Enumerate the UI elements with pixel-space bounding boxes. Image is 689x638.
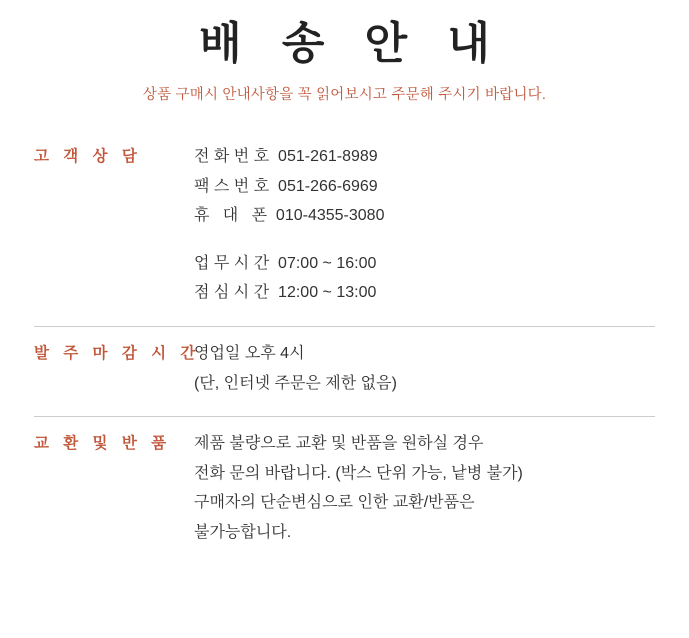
business-hours-line: 업 무 시 간 07:00 ~ 16:00	[194, 254, 377, 272]
return-line-4: 불가능합니다.	[194, 523, 292, 541]
section-customer-support	[0, 142, 689, 308]
page-title: 배 송 안 내	[199, 19, 504, 68]
page-subtitle: 상품 구매시 안내사항을 꼭 읽어보시고 주문해 주시기 바랍니다.	[142, 87, 547, 103]
section-content-order-cutoff	[194, 339, 655, 398]
order-cutoff-time-line: 영업일 오후 4시	[194, 344, 305, 362]
section-content-customer-support	[194, 142, 655, 308]
contact-phone-line: 전 화 번 호 051-261-8989	[194, 148, 378, 165]
section-label-order-cutoff: 발 주 마 감 시 간	[34, 344, 201, 362]
section-content-exchange-return	[194, 429, 655, 547]
section-order-cutoff	[0, 339, 689, 398]
divider-1	[34, 326, 655, 327]
contact-mobile-line: 휴 대 폰 010-4355-3080	[194, 207, 385, 225]
order-cutoff-note-line: (단, 인터넷 주문은 제한 없음)	[194, 374, 397, 392]
contact-fax-line: 팩 스 번 호 051-266-6969	[194, 177, 378, 195]
return-line-1: 제품 불량으로 교환 및 반품을 원하실 경우	[194, 435, 484, 453]
divider-2	[34, 416, 655, 417]
lunch-hours-line: 점 심 시 간 12:00 ~ 13:00	[194, 284, 377, 302]
return-line-3: 구매자의 단순변심으로 인한 교환/반품은	[194, 494, 475, 512]
section-label-exchange-return: 교 환 및 반 품	[34, 435, 172, 453]
content-spacer	[194, 231, 655, 249]
return-line-2: 전화 문의 바랍니다. (박스 단위 가능, 낱병 불가)	[194, 464, 523, 482]
section-label-customer-support: 고 객 상 담	[34, 148, 142, 165]
section-exchange-return	[0, 429, 689, 547]
